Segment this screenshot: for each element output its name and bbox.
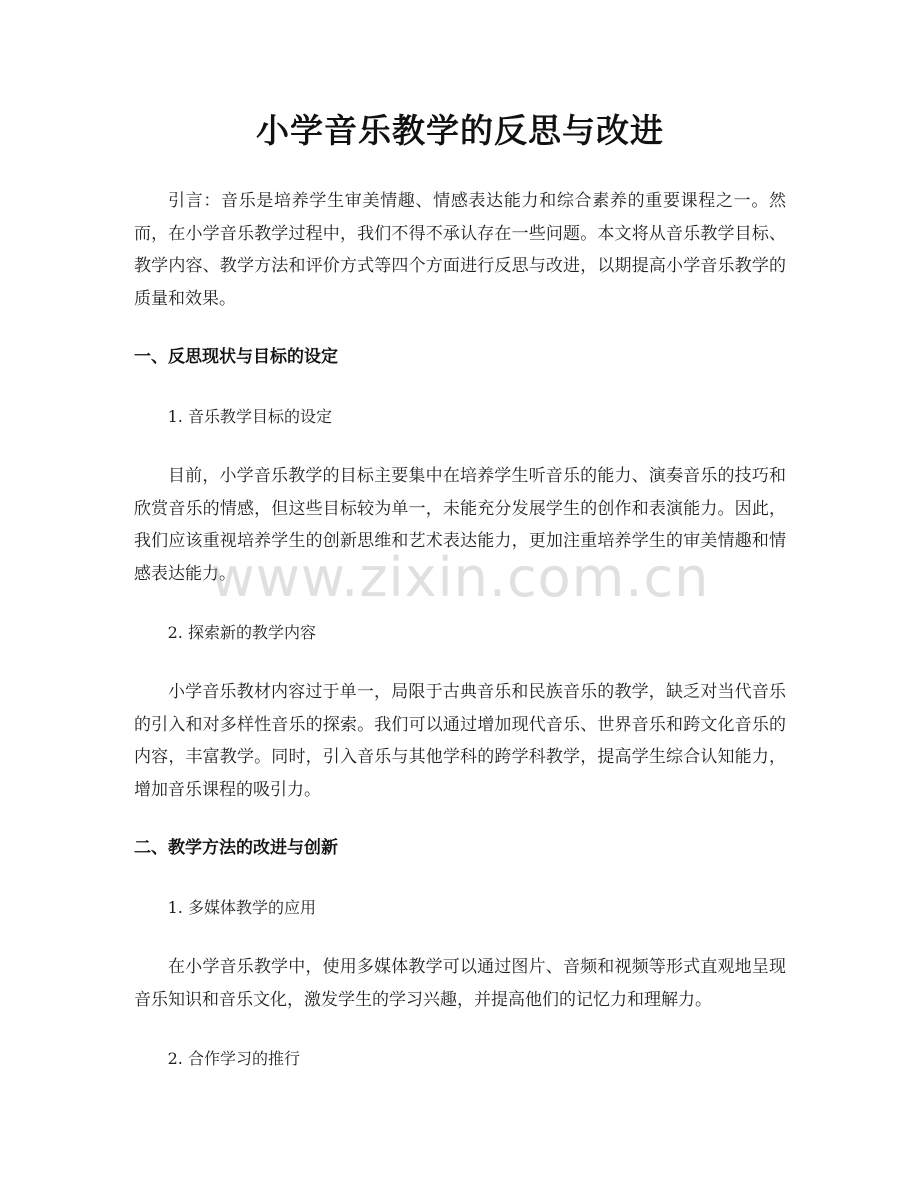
section-heading-1: 一、反思现状与目标的设定 [134, 347, 338, 367]
paragraph-1-1: 目前，小学音乐教学的目标主要集中在培养学生听音乐的能力、演奏音乐的技巧和欣赏音乐的情感，但这些目标较为单一，未能充分发展学生的创作和表演能力。因此，我们应该重视培养学生的创新思维和艺术表达能力，更加注重培养学生的审美情趣和情感表达能力。 [134, 466, 786, 584]
watermark: www.zixin.com.cn [210, 546, 710, 609]
subheading-1-2: 2. 探索新的教学内容 [167, 623, 316, 642]
subheading-2-2: 2. 合作学习的推行 [167, 1049, 300, 1068]
document-body [134, 185, 786, 1075]
section-heading-2: 二、教学方法的改进与创新 [134, 838, 338, 858]
subheading-1-1: 1. 音乐教学目标的设定 [167, 407, 332, 426]
document-title: 小学音乐教学的反思与改进 [256, 111, 664, 150]
subheading-2-1: 1. 多媒体教学的应用 [167, 898, 316, 917]
paragraph-1-2: 小学音乐教材内容过于单一，局限于古典音乐和民族音乐的教学，缺乏对当代音乐的引入和对多样性音乐的探索。我们可以通过增加现代音乐、世界音乐和跨文化音乐的内容，丰富教学。同时，引入音乐与其他学科的跨学科教学，提高学生综合认知能力，增加音乐课程的吸引力。 [134, 682, 786, 800]
intro-paragraph: 引言：音乐是培养学生审美情趣、情感表达能力和综合素养的重要课程之一。然而，在小学音乐教学过程中，我们不得不承认存在一些问题。本文将从音乐教学目标、教学内容、教学方法和评价方式等四个方面进行反思与改进，以期提高小学音乐教学的质量和效果。 [134, 191, 786, 309]
paragraph-2-1: 在小学音乐教学中，使用多媒体教学可以通过图片、音频和视频等形式直观地呈现音乐知识和音乐文化，激发学生的学习兴趣，并提高他们的记忆力和理解力。 [134, 957, 786, 1010]
